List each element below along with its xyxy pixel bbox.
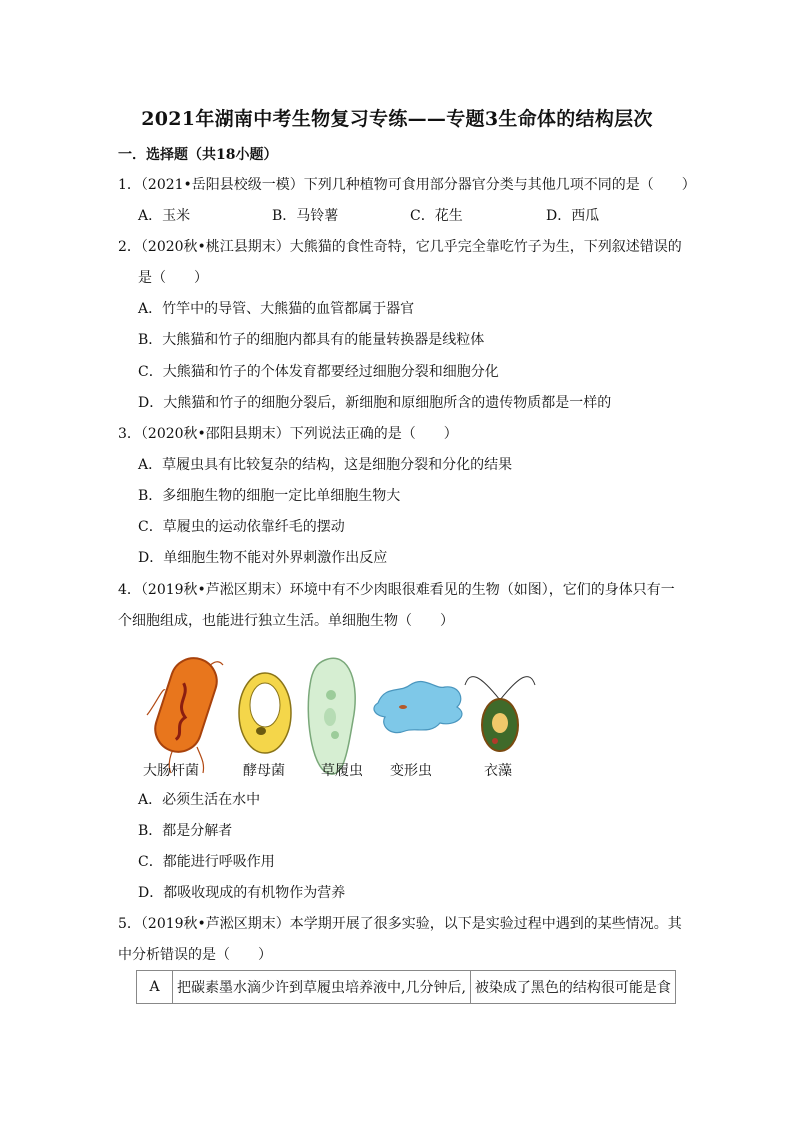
q3-option-c: C．草履虫的运动依靠纤毛的摆动 xyxy=(138,519,345,535)
page-title: 2021年湖南中考生物复习专练——专题3生命体的结构层次 xyxy=(141,108,653,130)
q2-stem-line2: 是（ ） xyxy=(138,270,208,286)
q1-option-b: B．马铃薯 xyxy=(272,208,339,224)
section-heading: 一．选择题（共18小题） xyxy=(118,147,278,163)
q3-option-a: A．草履虫具有比较复杂的结构，这是细胞分裂和分化的结果 xyxy=(138,457,513,473)
figure-label-ecoli: 大肠杆菌 xyxy=(143,763,199,779)
q4-option-a: A．必须生活在水中 xyxy=(138,792,261,808)
q4-option-d: D．都吸收现成的有机物作为营养 xyxy=(138,885,346,901)
q2-option-d: D．大熊猫和竹子的细胞分裂后，新细胞和原细胞所含的遗传物质都是一样的 xyxy=(138,395,612,411)
figure-label-yeast: 酵母菌 xyxy=(243,763,285,779)
paramecium-illustration xyxy=(308,658,355,774)
table-cell-text-2: 被染成了黑色的结构很可能是食 xyxy=(470,971,675,1004)
q4-stem-line1: 4．（2019秋•芦淞区期末）环境中有不少肉眼很难看见的生物（如图），它们的身体只有一 xyxy=(118,582,675,598)
table-row xyxy=(137,971,676,1004)
q2-option-a: A．竹竿中的导管、大熊猫的血管都属于器官 xyxy=(138,301,415,317)
figure-label-chlamydomonas: 衣藻 xyxy=(484,763,512,779)
chlamydomonas-illustration xyxy=(465,677,535,751)
q2-option-c: C．大熊猫和竹子的个体发育都要经过细胞分裂和细胞分化 xyxy=(138,364,499,380)
q1-stem: 1．（2021•岳阳县校级一模）下列几种植物可食用部分器官分类与其他几项不同的是（ ） xyxy=(118,177,696,193)
q5-table xyxy=(136,970,676,1004)
q5-stem-line1: 5．（2019秋•芦淞区期末）本学期开展了很多实验，以下是实验过程中遇到的某些情况。其 xyxy=(118,916,682,932)
q1-option-d: D．西瓜 xyxy=(546,208,600,224)
ecoli-illustration xyxy=(147,652,223,773)
figure-label-paramecium: 草履虫 xyxy=(321,763,363,779)
q3-option-d: D．单细胞生物不能对外界刺激作出反应 xyxy=(138,550,388,566)
q4-option-c: C．都能进行呼吸作用 xyxy=(138,854,275,870)
q4-stem-line2: 个细胞组成，也能进行独立生活。单细胞生物（ ） xyxy=(118,613,454,629)
table-cell-text-1: 把碳素墨水滴少许到草履虫培养液中,几分钟后, xyxy=(173,971,471,1004)
amoeba-illustration xyxy=(374,682,462,733)
q1-option-c: C．花生 xyxy=(410,208,463,224)
q3-stem: 3．（2020秋•邵阳县期末）下列说法正确的是（ ） xyxy=(118,426,458,442)
q3-option-b: B．多细胞生物的细胞一定比单细胞生物大 xyxy=(138,488,401,504)
yeast-illustration xyxy=(239,673,291,753)
q1-option-a: A．玉米 xyxy=(138,208,191,224)
q2-option-b: B．大熊猫和竹子的细胞内都具有的能量转换器是线粒体 xyxy=(138,332,485,348)
figure-label-amoeba: 变形虫 xyxy=(390,763,432,779)
q2-stem-line1: 2．（2020秋•桃江县期末）大熊猫的食性奇特，它几乎完全靠吃竹子为生，下列叙述错误的 xyxy=(118,239,682,255)
q5-stem-line2: 中分析错误的是（ ） xyxy=(118,947,272,963)
table-cell-letter: A xyxy=(137,971,173,1004)
q4-option-b: B．都是分解者 xyxy=(138,823,233,839)
